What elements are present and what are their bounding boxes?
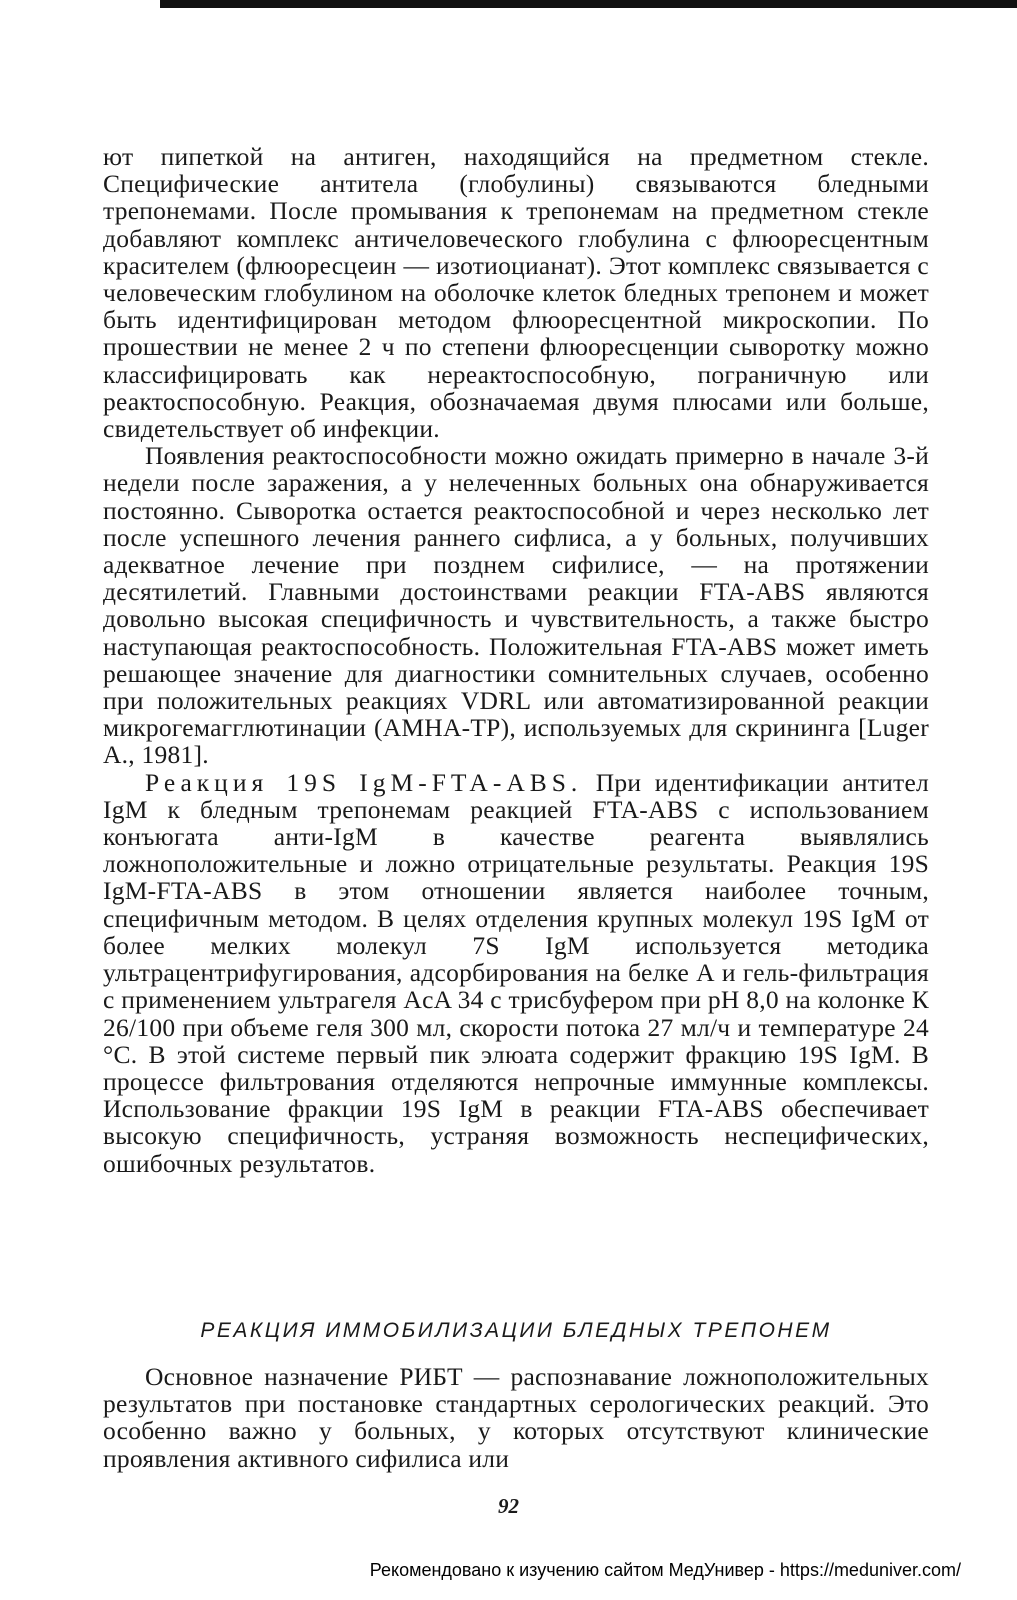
section-body (103, 1363, 929, 1472)
section-paragraph: Основное назначение РИБТ — распознавание ложноположительных результатов при постановке стандартных серологических реакций. Это особенно важно у больных, у которых отсутствуют клинические проявления активного сифилиса или (103, 1362, 929, 1473)
section-title: РЕАКЦИЯ ИММОБИЛИЗАЦИИ БЛЕДНЫХ ТРЕПОНЕМ (200, 1319, 832, 1342)
paragraph-3-text: При идентификации антител IgM к бледным трепонемам реакцией FTA-ABS с использованием конъюгата анти-IgM в качестве реагента выявлялись ложноположительные и ложно отрицательные результаты. Реакция 19S IgM-FTA-ABS в этом отношении является наиболее точным, специфичным методом. В целях отделения крупных молекул 19S IgM от более мелких молекул 7S IgM используется методика ультрацентрифугирования, адсорбирования на белке А и гель-фильтрация с применением ультрагеля AcA 34 с трисбуфером при pH 8,0 на колонке К 26/100 при объеме геля 300 мл, скорости потока 27 мл/ч и температуре 24 °С. В этой системе первый пик элюата содержит фракцию 19S IgM. В процессе фильтрования отделяются непрочные иммунные комплексы. Использование фракции 19S IgM в реакции FTA-ABS обеспечивает высокую специфичность, устраняя возможность неспецифических, ошибочных результатов. (103, 767, 929, 1178)
page-number: 92 (498, 1494, 519, 1518)
footer-note: Рекомендовано к изучению сайтом МедУнивер - https://meduniver.com/ (369, 1560, 961, 1580)
paragraph-3-heading: Реакция 19S IgM-FTA-ABS. (145, 767, 583, 797)
paragraph-2: Появления реактоспособности можно ожидать примерно в начале 3-й недели после заражения, а у нелеченных больных она обнаруживается постоянно. Сыворотка остается реактоспособной и через несколько лет после успешного лечения раннего сифлиса, а у больных, получивших адекватное лечение при позднем сифилисе, — на протяжении десятилетий. Главными достоинствами реакции FTA-ABS являются довольно высокая специфичность и чувствительность, а также быстро наступающая реактоспособность. Положительная FTA-ABS может иметь решающее значение для диагностики сомнительных случаев, особенно при положительных реакциях VDRL или автоматизированной реакции микрогемагглютинации (AMHA-TP), используемых для скрининга [Luger A., 1981]. (103, 441, 929, 770)
paragraph-1: ют пипеткой на антиген, находящийся на предметном стекле. Специфические антитела (глобулины) связываются бледными трепонемами. После промывания к трепонемам на предметном стекле добавляют комплекс античеловеческого глобулина с флюоресцентным красителем (флюоресцеин — изотиоцианат). Этот комплекс связывается с человеческим глобулином на оболочке клеток бледных трепонем и может быть идентифицирован методом флюоресцентной микроскопии. По прошествии не менее 2 ч по степени флюоресценции сыворотку можно классифицировать как нереактоспособную, пограничную или реактоспособную. Реакция, обозначаемая двумя плюсами или больше, свидетельствует об инфекции. (103, 142, 929, 444)
paragraph-3 (103, 769, 929, 1177)
page-body (103, 143, 929, 1177)
scan-top-edge (160, 0, 1017, 8)
